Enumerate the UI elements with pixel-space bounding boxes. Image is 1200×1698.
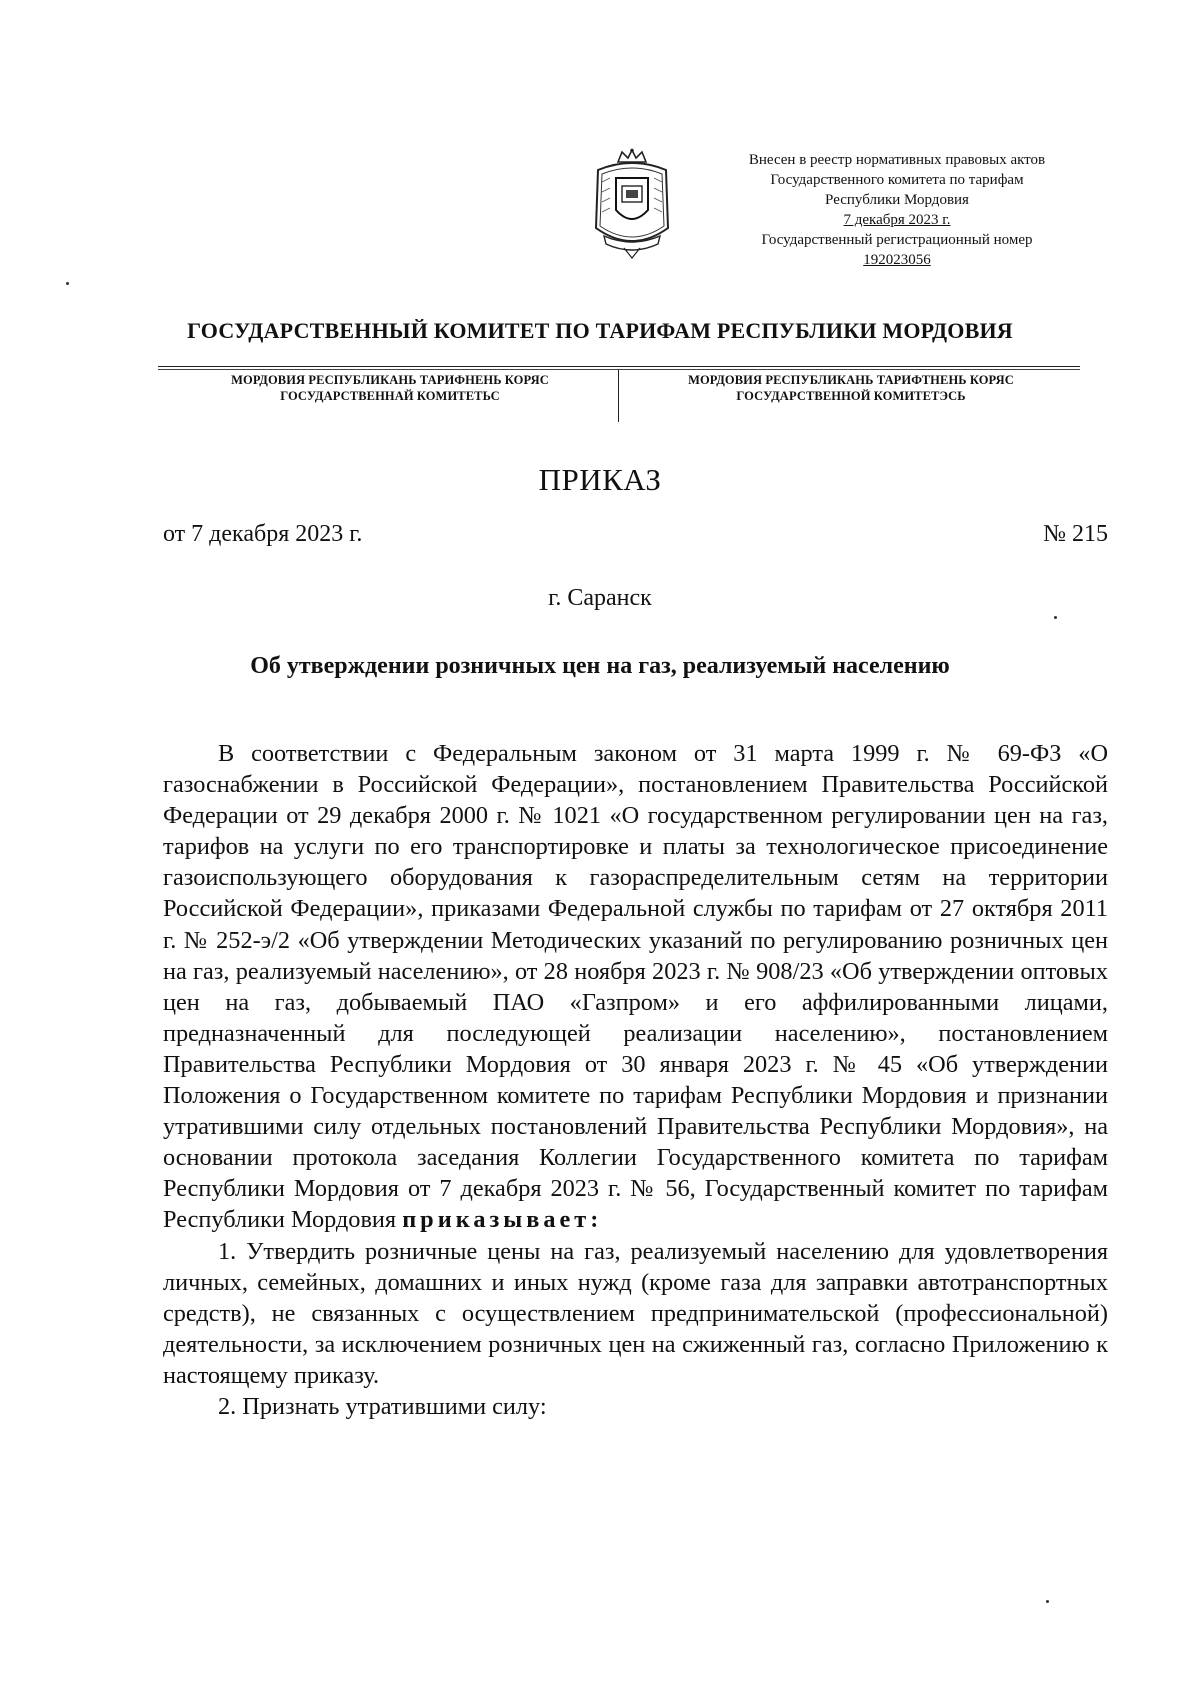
document-city: г. Саранск <box>548 585 652 611</box>
scan-speck <box>1046 1600 1049 1603</box>
header-rule <box>158 366 1080 367</box>
header-rule-thin <box>158 369 1080 370</box>
document-subject: Об утверждении розничных цен на газ, реализуемый населению <box>250 653 950 679</box>
decree-word: приказывает: <box>402 1206 603 1234</box>
registry-line-5: Государственный регистрационный номер <box>761 232 1033 248</box>
registry-line-1: Внесен в реестр нормативных правовых актов <box>748 152 1046 168</box>
item-1-paragraph: 1. Утвердить розничные цены на газ, реализуемый населению для удовлетворения личных, семейных, домашних и иных нужд (кроме газа для заправки автотранспортных средств), не связанных с осуществлением предпринимательской (профессиональной) деятельности, за исключением розничных цен на сжиженный газ, согласно Приложению к настоящему приказу. <box>163 1237 1108 1389</box>
coat-of-arms-icon <box>588 148 676 260</box>
document-body <box>163 738 1108 1422</box>
document-date: от 7 декабря 2023 г. <box>163 521 363 547</box>
registry-number: 192023056 <box>863 252 931 268</box>
preamble-text: В соответствии с Федеральным законом от 31 марта 1999 г. № 69-ФЗ «О газоснабжении в Российской Федерации», постановлением Правительства Российской Федерации от 29 декабря 2000 г. № 1021 «О государственном регулировании цен на газ, тарифов на услуги по его транспортировке и платы за технологическое присоединение газоиспользующего оборудования к газораспределительным сетям на территории Российской Федерации», приказами Федеральной службы по тарифам от 27 октября 2011 г. № 252-э/2 «Об утверждении Методических указаний по регулированию розничных цен на газ, реализуемый населению», от 28 ноября 2023 г. № 908/23 «Об утверждении оптовых цен на газ, добываемый ПАО «Газпром» и его аффилированными лицами, предназначенный для последующей реализации населению», постановлением Правительства Республики Мордовия от 30 января 2023 г. № 45 «Об утверждении Положения о Государственном комитете по тарифам Республики Мордовия и признании утратившими силу отдельных постановлений Правительства Республики Мордовия», на основании протокола заседания Коллегии Государственного комитета по тарифам Республики Мордовия от 7 декабря 2023 г. № 56, Государственный комитет по тарифам Республики Мордовия <box>163 740 1108 1234</box>
scan-speck <box>1054 616 1057 619</box>
header-divider <box>618 370 619 422</box>
registry-line-2: Государственного комитета по тарифам <box>770 172 1024 188</box>
document-number: № 215 <box>1043 521 1108 547</box>
header-right-line-2: ГОСУДАРСТВЕННОЙ КОМИТЕТЭСЬ <box>736 389 966 403</box>
header-left-line-2: ГОСУДАРСТВЕННАЙ КОМИТЕТЬС <box>280 389 500 403</box>
scan-speck <box>66 282 69 285</box>
header-left-line-1: МОРДОВИЯ РЕСПУБЛИКАНЬ ТАРИФНЕНЬ КОРЯС <box>231 373 549 387</box>
header-subtitle-right <box>636 372 1066 404</box>
header-subtitle-left <box>180 372 600 404</box>
document-type: ПРИКАЗ <box>538 462 662 497</box>
registry-date: 7 декабря 2023 г. <box>843 212 951 228</box>
preamble-paragraph <box>163 738 1108 1236</box>
organization-title: ГОСУДАРСТВЕННЫЙ КОМИТЕТ ПО ТАРИФАМ РЕСПУБЛИКИ МОРДОВИЯ <box>187 318 1013 343</box>
registry-note <box>722 150 1072 270</box>
item-2-paragraph: 2. Признать утратившими силу: <box>218 1392 547 1420</box>
registry-line-3: Республики Мордовия <box>825 192 969 208</box>
header-right-line-1: МОРДОВИЯ РЕСПУБЛИКАНЬ ТАРИФТНЕНЬ КОРЯС <box>688 373 1014 387</box>
